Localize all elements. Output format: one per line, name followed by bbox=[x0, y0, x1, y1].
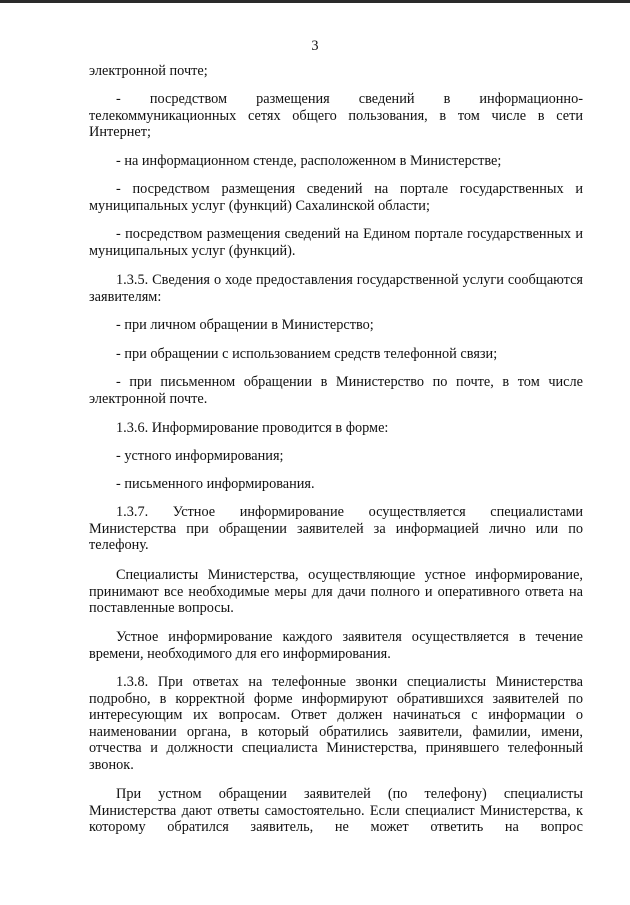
paragraph-9: - при письменном обращении в Министерство по почте, в том числе электронной почте. bbox=[89, 374, 583, 407]
page-top-border bbox=[0, 0, 630, 3]
paragraph-1: электронной почте; bbox=[89, 63, 208, 79]
page-number: 3 bbox=[311, 38, 319, 54]
paragraph-8: - при обращении с использованием средств телефонной связи; bbox=[116, 346, 498, 362]
paragraph-7: - при личном обращении в Министерство; bbox=[116, 317, 374, 333]
paragraph-17: При устном обращении заявителей (по телефону) специалисты Министерства дают ответы самостоятельно. Если специалист Министерства, к которому обратился заявитель, не может ответить на вопрос bbox=[89, 786, 583, 835]
paragraph-4: - посредством размещения сведений на портале государственных и муниципальных услуг (функций) Сахалинской области; bbox=[89, 181, 583, 214]
paragraph-10: 1.3.6. Информирование проводится в форме: bbox=[116, 420, 389, 436]
paragraph-13: 1.3.7. Устное информирование осуществляется специалистами Министерства при обращении заявителей за информацией лично или по телефону. bbox=[89, 504, 583, 553]
paragraph-3: - на информационном стенде, расположенном в Министерстве; bbox=[116, 153, 502, 169]
paragraph-16: 1.3.8. При ответах на телефонные звонки специалисты Министерства подробно, в корректной форме информируют обратившихся заявителей по интересующим их вопросам. Ответ должен начинаться с информации о наименовании органа, в который обратились заявители, фамилии, имени, отчества и должности специалиста Министерства, принявшего телефонный звонок. bbox=[89, 674, 583, 773]
paragraph-15: Устное информирование каждого заявителя осуществляется в течение времени, необходимого для его информирования. bbox=[89, 629, 583, 662]
paragraph-14: Специалисты Министерства, осуществляющие устное информирование, принимают все необходимые меры для дачи полного и оперативного ответа на поставленные вопросы. bbox=[89, 567, 583, 616]
paragraph-6: 1.3.5. Сведения о ходе предоставления государственной услуги сообщаются заявителям: bbox=[89, 272, 583, 305]
paragraph-2: - посредством размещения сведений в информационно-телекоммуникационных сетях общего пользования, в том числе в сети Интернет; bbox=[89, 91, 583, 140]
paragraph-11: - устного информирования; bbox=[116, 448, 284, 464]
paragraph-5: - посредством размещения сведений на Едином портале государственных и муниципальных услуг (функций). bbox=[89, 226, 583, 259]
paragraph-12: - письменного информирования. bbox=[116, 476, 315, 492]
